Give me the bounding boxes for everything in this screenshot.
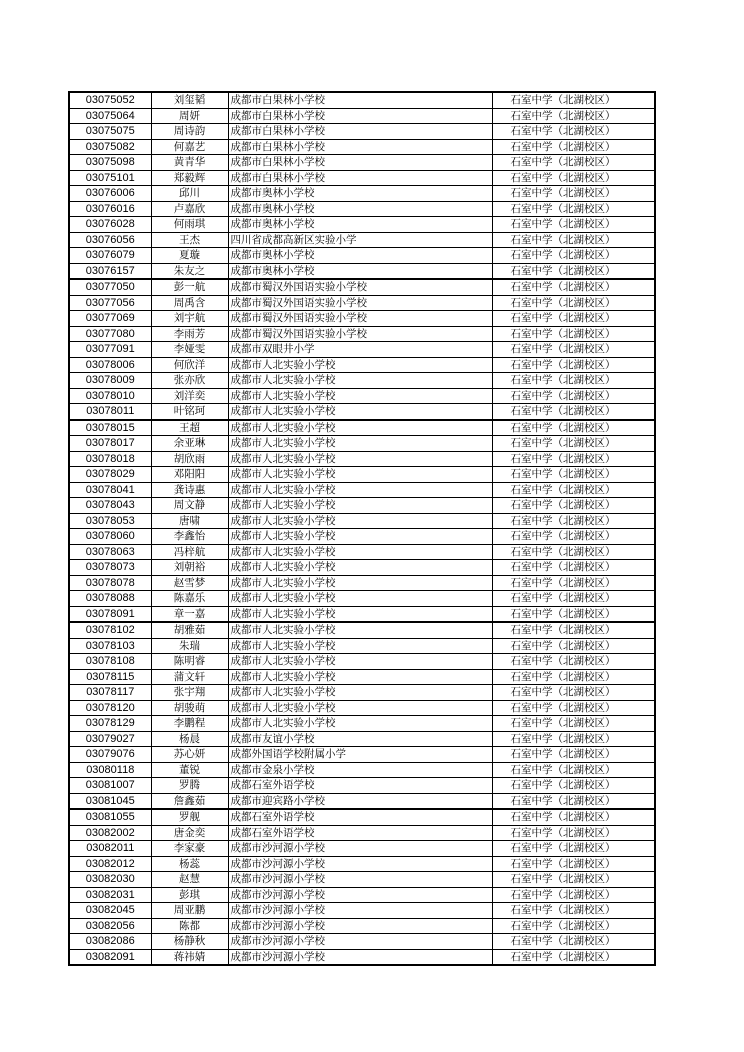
student-id-cell: 03076016 [69,201,151,217]
destination-school-cell: 石室中学（北湖校区） [492,513,655,529]
table-row [69,716,655,732]
student-name-cell: 刘玺韬 [151,92,228,108]
student-name-cell: 陈明睿 [151,654,228,670]
table-row [69,591,655,607]
school-cell: 成都市人北实验小学校 [228,436,492,452]
school-cell: 成都市人北实验小学校 [228,716,492,732]
destination-school-cell: 石室中学（北湖校区） [492,155,655,171]
table-row [69,544,655,560]
school-cell: 成都市奥林小学校 [228,263,492,279]
table-row [69,232,655,248]
student-id-cell: 03082030 [69,872,151,888]
student-id-cell: 03078115 [69,669,151,685]
school-cell: 成都市蜀汉外国语实验小学校 [228,311,492,327]
student-name-cell: 胡雅茹 [151,622,228,638]
table-row [69,342,655,358]
destination-school-cell: 石室中学（北湖校区） [492,295,655,311]
student-id-cell: 03082011 [69,841,151,857]
destination-school-cell: 石室中学（北湖校区） [492,498,655,514]
table-row [69,747,655,763]
student-id-cell: 03078073 [69,560,151,576]
table-row [69,248,655,264]
table-row [69,622,655,638]
school-cell: 成都市友谊小学校 [228,731,492,747]
student-id-cell: 03075098 [69,155,151,171]
destination-school-cell: 石室中学（北湖校区） [492,809,655,825]
student-name-cell: 周诗韵 [151,124,228,140]
school-cell: 成都市奥林小学校 [228,186,492,202]
student-id-cell: 03076056 [69,232,151,248]
student-id-cell: 03075052 [69,92,151,108]
table-row [69,404,655,420]
table-row [69,809,655,825]
student-id-cell: 03079027 [69,731,151,747]
table-row [69,388,655,404]
school-cell: 成都市奥林小学校 [228,217,492,233]
destination-school-cell: 石室中学（北湖校区） [492,747,655,763]
school-cell: 成都市沙河源小学校 [228,887,492,903]
student-name-cell: 叶铭珂 [151,404,228,420]
student-id-cell: 03082031 [69,887,151,903]
student-id-cell: 03078011 [69,404,151,420]
school-cell: 成都市沙河源小学校 [228,918,492,934]
student-id-cell: 03078108 [69,654,151,670]
student-name-cell: 彭琪 [151,887,228,903]
student-id-cell: 03076006 [69,186,151,202]
school-cell: 成都市人北实验小学校 [228,654,492,670]
student-id-cell: 03079076 [69,747,151,763]
table-row [69,841,655,857]
destination-school-cell: 石室中学（北湖校区） [492,373,655,389]
student-name-cell: 詹鑫茹 [151,793,228,809]
school-cell: 成都市人北实验小学校 [228,404,492,420]
school-cell: 成都市人北实验小学校 [228,638,492,654]
destination-school-cell: 石室中学（北湖校区） [492,420,655,436]
table-row [69,186,655,202]
student-id-cell: 03078015 [69,420,151,436]
table-row [69,139,655,155]
destination-school-cell: 石室中学（北湖校区） [492,326,655,342]
student-id-cell: 03082045 [69,903,151,919]
destination-school-cell: 石室中学（北湖校区） [492,638,655,654]
school-cell: 成都市人北实验小学校 [228,513,492,529]
table-row [69,357,655,373]
student-name-cell: 李家豪 [151,841,228,857]
student-id-cell: 03082056 [69,918,151,934]
student-id-cell: 03076079 [69,248,151,264]
school-cell: 成都市白果林小学校 [228,139,492,155]
destination-school-cell: 石室中学（北湖校区） [492,357,655,373]
destination-school-cell: 石室中学（北湖校区） [492,731,655,747]
student-name-cell: 周禹含 [151,295,228,311]
destination-school-cell: 石室中学（北湖校区） [492,529,655,545]
student-id-cell: 03082012 [69,856,151,872]
student-name-cell: 李鹏程 [151,716,228,732]
student-name-cell: 杨静秋 [151,934,228,950]
student-id-cell: 03078006 [69,357,151,373]
destination-school-cell: 石室中学（北湖校区） [492,685,655,701]
destination-school-cell: 石室中学（北湖校区） [492,793,655,809]
destination-school-cell: 石室中学（北湖校区） [492,92,655,108]
school-cell: 成都市人北实验小学校 [228,357,492,373]
table-row [69,108,655,124]
student-id-cell: 03078060 [69,529,151,545]
school-cell: 成都市白果林小学校 [228,124,492,140]
student-id-cell: 03078091 [69,606,151,622]
student-id-cell: 03082086 [69,934,151,950]
table-row [69,451,655,467]
student-name-cell: 杨蕊 [151,856,228,872]
school-cell: 成都市人北实验小学校 [228,388,492,404]
school-cell: 成都市沙河源小学校 [228,856,492,872]
student-id-cell: 03076157 [69,263,151,279]
school-cell: 成都石室外语学校 [228,809,492,825]
table-row [69,887,655,903]
student-name-cell: 刘洋奕 [151,388,228,404]
student-name-cell: 何嘉艺 [151,139,228,155]
student-name-cell: 张亦欣 [151,373,228,389]
destination-school-cell: 石室中学（北湖校区） [492,279,655,295]
student-id-cell: 03080118 [69,762,151,778]
student-name-cell: 李娅雯 [151,342,228,358]
destination-school-cell: 石室中学（北湖校区） [492,170,655,186]
school-cell: 成都市沙河源小学校 [228,949,492,965]
destination-school-cell: 石室中学（北湖校区） [492,108,655,124]
table-row [69,606,655,622]
student-name-cell: 胡欣雨 [151,451,228,467]
student-id-cell: 03081055 [69,809,151,825]
student-id-cell: 03078102 [69,622,151,638]
table-row [69,918,655,934]
school-cell: 成都市人北实验小学校 [228,373,492,389]
student-id-cell: 03078041 [69,482,151,498]
school-cell: 成都市人北实验小学校 [228,420,492,436]
student-name-cell: 周妍 [151,108,228,124]
student-id-cell: 03078117 [69,685,151,701]
table-row [69,155,655,171]
school-cell: 成都市沙河源小学校 [228,903,492,919]
destination-school-cell: 石室中学（北湖校区） [492,887,655,903]
destination-school-cell: 石室中学（北湖校区） [492,544,655,560]
table-row [69,778,655,794]
table-row [69,482,655,498]
destination-school-cell: 石室中学（北湖校区） [492,606,655,622]
destination-school-cell: 石室中学（北湖校区） [492,217,655,233]
school-cell: 成都市蜀汉外国语实验小学校 [228,279,492,295]
school-cell: 成都市沙河源小学校 [228,841,492,857]
student-name-cell: 蒲文轩 [151,669,228,685]
table-row [69,263,655,279]
table-row [69,872,655,888]
school-cell: 成都市人北实验小学校 [228,544,492,560]
student-name-cell: 唐啸 [151,513,228,529]
destination-school-cell: 石室中学（北湖校区） [492,311,655,327]
table-row [69,825,655,841]
table-row [69,217,655,233]
destination-school-cell: 石室中学（北湖校区） [492,263,655,279]
school-cell: 成都石室外语学校 [228,825,492,841]
school-cell: 成都市白果林小学校 [228,155,492,171]
destination-school-cell: 石室中学（北湖校区） [492,575,655,591]
student-id-cell: 03082002 [69,825,151,841]
destination-school-cell: 石室中学（北湖校区） [492,451,655,467]
destination-school-cell: 石室中学（北湖校区） [492,872,655,888]
student-name-cell: 陈都 [151,918,228,934]
student-name-cell: 李鑫怡 [151,529,228,545]
table-row [69,436,655,452]
student-name-cell: 黄青华 [151,155,228,171]
school-cell: 四川省成都高新区实验小学 [228,232,492,248]
school-cell: 成都市双眼井小学 [228,342,492,358]
table-row [69,949,655,965]
student-id-cell: 03076028 [69,217,151,233]
school-cell: 成都外国语学校附属小学 [228,747,492,763]
student-id-cell: 03078017 [69,436,151,452]
student-id-cell: 03078063 [69,544,151,560]
student-id-cell: 03077091 [69,342,151,358]
student-name-cell: 罗舰 [151,809,228,825]
table-row [69,529,655,545]
student-name-cell: 郑毅辉 [151,170,228,186]
school-cell: 成都市白果林小学校 [228,108,492,124]
table-row [69,669,655,685]
destination-school-cell: 石室中学（北湖校区） [492,186,655,202]
student-name-cell: 刘朝裕 [151,560,228,576]
student-id-cell: 03078043 [69,498,151,514]
student-name-cell: 何雨琪 [151,217,228,233]
student-name-cell: 夏璇 [151,248,228,264]
student-id-cell: 03081045 [69,793,151,809]
student-id-cell: 03078018 [69,451,151,467]
student-id-cell: 03078120 [69,700,151,716]
school-cell: 成都市迎宾路小学校 [228,793,492,809]
table-row [69,762,655,778]
school-cell: 成都市沙河源小学校 [228,934,492,950]
table-row [69,295,655,311]
student-name-cell: 陈嘉乐 [151,591,228,607]
table-row [69,201,655,217]
student-name-cell: 张宇翔 [151,685,228,701]
student-id-cell: 03081007 [69,778,151,794]
destination-school-cell: 石室中学（北湖校区） [492,201,655,217]
table-row [69,420,655,436]
destination-school-cell: 石室中学（北湖校区） [492,778,655,794]
student-name-cell: 邱川 [151,186,228,202]
student-name-cell: 王超 [151,420,228,436]
destination-school-cell: 石室中学（北湖校区） [492,669,655,685]
student-id-cell: 03075075 [69,124,151,140]
student-name-cell: 李雨芳 [151,326,228,342]
student-name-cell: 唐金奕 [151,825,228,841]
student-name-cell: 赵慧 [151,872,228,888]
student-id-cell: 03075101 [69,170,151,186]
school-cell: 成都市蜀汉外国语实验小学校 [228,326,492,342]
student-name-cell: 周亚鹏 [151,903,228,919]
school-cell: 成都市人北实验小学校 [228,591,492,607]
table-row [69,498,655,514]
admission-list-table [68,91,656,966]
school-cell: 成都市蜀汉外国语实验小学校 [228,295,492,311]
student-id-cell: 03077056 [69,295,151,311]
student-id-cell: 03077050 [69,279,151,295]
student-id-cell: 03078129 [69,716,151,732]
table-row [69,731,655,747]
table-row [69,326,655,342]
destination-school-cell: 石室中学（北湖校区） [492,841,655,857]
table-row [69,560,655,576]
school-cell: 成都市人北实验小学校 [228,498,492,514]
destination-school-cell: 石室中学（北湖校区） [492,560,655,576]
student-name-cell: 苏心妍 [151,747,228,763]
school-cell: 成都市人北实验小学校 [228,669,492,685]
student-id-cell: 03075082 [69,139,151,155]
destination-school-cell: 石室中学（北湖校区） [492,342,655,358]
school-cell: 成都市人北实验小学校 [228,700,492,716]
table-body [69,92,655,965]
table-row [69,124,655,140]
student-id-cell: 03075064 [69,108,151,124]
table-row [69,793,655,809]
table-row [69,654,655,670]
student-name-cell: 杨晨 [151,731,228,747]
destination-school-cell: 石室中学（北湖校区） [492,762,655,778]
destination-school-cell: 石室中学（北湖校区） [492,622,655,638]
student-id-cell: 03078053 [69,513,151,529]
destination-school-cell: 石室中学（北湖校区） [492,482,655,498]
student-name-cell: 章一嘉 [151,606,228,622]
student-name-cell: 冯梓航 [151,544,228,560]
table-row [69,575,655,591]
table-row [69,638,655,654]
student-name-cell: 蒋祎婧 [151,949,228,965]
student-name-cell: 周文静 [151,498,228,514]
student-id-cell: 03077080 [69,326,151,342]
student-id-cell: 03082091 [69,949,151,965]
school-cell: 成都市人北实验小学校 [228,575,492,591]
student-name-cell: 邓阳阳 [151,467,228,483]
student-name-cell: 龚诗惠 [151,482,228,498]
table-row [69,170,655,186]
destination-school-cell: 石室中学（北湖校区） [492,436,655,452]
destination-school-cell: 石室中学（北湖校区） [492,124,655,140]
school-cell: 成都市人北实验小学校 [228,482,492,498]
table-row [69,467,655,483]
student-name-cell: 余亚琳 [151,436,228,452]
destination-school-cell: 石室中学（北湖校区） [492,700,655,716]
student-name-cell: 董锐 [151,762,228,778]
table-row [69,685,655,701]
school-cell: 成都市人北实验小学校 [228,529,492,545]
student-name-cell: 彭一航 [151,279,228,295]
table-row [69,92,655,108]
school-cell: 成都市人北实验小学校 [228,451,492,467]
destination-school-cell: 石室中学（北湖校区） [492,654,655,670]
student-name-cell: 胡骏萌 [151,700,228,716]
student-name-cell: 赵雪梦 [151,575,228,591]
school-cell: 成都市金泉小学校 [228,762,492,778]
table-row [69,700,655,716]
destination-school-cell: 石室中学（北湖校区） [492,388,655,404]
table-row [69,311,655,327]
student-name-cell: 罗腾 [151,778,228,794]
destination-school-cell: 石室中学（北湖校区） [492,248,655,264]
school-cell: 成都市白果林小学校 [228,170,492,186]
table-row [69,373,655,389]
destination-school-cell: 石室中学（北湖校区） [492,139,655,155]
destination-school-cell: 石室中学（北湖校区） [492,404,655,420]
school-cell: 成都市人北实验小学校 [228,606,492,622]
school-cell: 成都市沙河源小学校 [228,872,492,888]
student-name-cell: 王杰 [151,232,228,248]
destination-school-cell: 石室中学（北湖校区） [492,856,655,872]
school-cell: 成都市人北实验小学校 [228,560,492,576]
student-id-cell: 03078088 [69,591,151,607]
student-id-cell: 03077069 [69,311,151,327]
destination-school-cell: 石室中学（北湖校区） [492,716,655,732]
school-cell: 成都市白果林小学校 [228,92,492,108]
destination-school-cell: 石室中学（北湖校区） [492,903,655,919]
school-cell: 成都市人北实验小学校 [228,467,492,483]
table-row [69,513,655,529]
student-name-cell: 朱友之 [151,263,228,279]
table-row [69,903,655,919]
student-id-cell: 03078103 [69,638,151,654]
student-name-cell: 何欣洋 [151,357,228,373]
destination-school-cell: 石室中学（北湖校区） [492,591,655,607]
school-cell: 成都市奥林小学校 [228,201,492,217]
table-row [69,856,655,872]
student-name-cell: 刘宇航 [151,311,228,327]
destination-school-cell: 石室中学（北湖校区） [492,232,655,248]
destination-school-cell: 石室中学（北湖校区） [492,949,655,965]
school-cell: 成都市人北实验小学校 [228,622,492,638]
school-cell: 成都石室外语学校 [228,778,492,794]
destination-school-cell: 石室中学（北湖校区） [492,825,655,841]
school-cell: 成都市人北实验小学校 [228,685,492,701]
student-name-cell: 卢嘉欣 [151,201,228,217]
table-row [69,934,655,950]
student-id-cell: 03078009 [69,373,151,389]
table-row [69,279,655,295]
school-cell: 成都市奥林小学校 [228,248,492,264]
student-name-cell: 朱瑞 [151,638,228,654]
destination-school-cell: 石室中学（北湖校区） [492,918,655,934]
destination-school-cell: 石室中学（北湖校区） [492,934,655,950]
student-id-cell: 03078078 [69,575,151,591]
student-id-cell: 03078010 [69,388,151,404]
student-id-cell: 03078029 [69,467,151,483]
destination-school-cell: 石室中学（北湖校区） [492,467,655,483]
